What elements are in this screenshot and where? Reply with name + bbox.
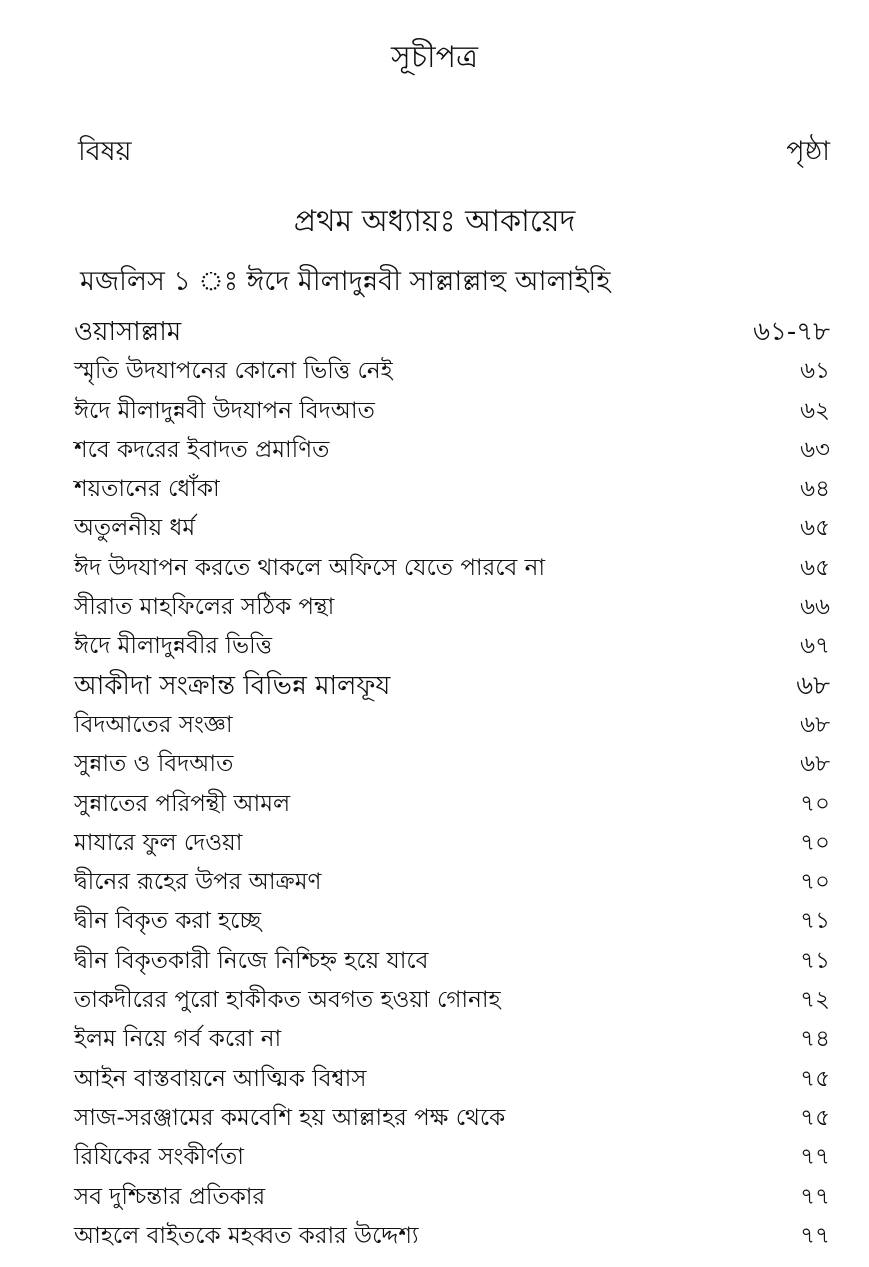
entry-text: মাযারে ফুল দেওয়া — [74, 829, 243, 856]
toc-entry — [74, 627, 830, 666]
entry-text: সাজ-সরঞ্জামের কমবেশি হয় আল্লাহর পক্ষ থেকে — [74, 1104, 506, 1131]
toc-entry — [74, 470, 830, 509]
entry-text: আহলে বাইতকে মহব্বত করার উদ্দেশ্য — [74, 1222, 419, 1249]
entry-text: সীরাত মাহফিলের সঠিক পন্থা — [74, 594, 335, 621]
toc-entry — [74, 706, 830, 745]
toc-entry — [74, 588, 830, 627]
entry-text: আইন বাস্তবায়নে আত্মিক বিশ্বাস — [74, 1065, 367, 1092]
entry-page: ৬৫ — [800, 554, 830, 581]
toc-entry — [74, 785, 830, 824]
entry-page: ৬৫ — [800, 515, 830, 542]
entry-page: ৭০ — [800, 869, 830, 896]
toc-entry — [74, 392, 830, 431]
entry-page: ৬৮ — [800, 751, 830, 778]
subject-column-header: বিষয় — [78, 136, 132, 167]
toc-section-entry — [74, 667, 830, 706]
entry-text: দ্বীনের রূহের উপর আক্রমণ — [74, 869, 322, 896]
toc-entry — [74, 942, 830, 981]
entry-page: ৭০ — [800, 790, 830, 817]
entry-text: আকীদা সংক্রান্ত বিভিন্ন মালফূয — [74, 670, 391, 701]
entry-text: অতুলনীয় ধর্ম — [74, 515, 196, 542]
entry-text: বিদআতের সংজ্ঞা — [74, 711, 233, 738]
entry-text: রিযিকের সংকীর্ণতা — [74, 1144, 244, 1171]
entry-page: ৭৪ — [800, 1026, 830, 1053]
entry-page: ৭৭ — [800, 1222, 830, 1249]
toc-entry — [74, 431, 830, 470]
toc-entry — [74, 1099, 830, 1138]
entry-text: স্মৃতি উদযাপনের কোনো ভিত্তি নেই — [74, 358, 393, 385]
entry-page: ৭২ — [800, 987, 830, 1014]
toc-entry — [74, 352, 830, 391]
toc-entry — [74, 1060, 830, 1099]
entry-text: ওয়াসাল্লাম — [74, 317, 182, 347]
entry-text: সব দুশ্চিন্তার প্রতিকার — [74, 1183, 266, 1210]
toc-entry — [74, 863, 830, 902]
toc-entry — [74, 824, 830, 863]
entry-text: সুন্নাত ও বিদআত — [74, 751, 234, 778]
entry-text: ইলম নিয়ে গর্ব করো না — [74, 1026, 282, 1053]
entry-page: ৭১ — [800, 908, 830, 935]
toc-entry — [74, 981, 830, 1020]
entry-page: ৭৭ — [800, 1183, 830, 1210]
entry-text: সুন্নাতের পরিপন্থী আমল — [74, 790, 291, 817]
entry-page: ৭১ — [800, 947, 830, 974]
entry-page: ৭৫ — [800, 1104, 830, 1131]
entry-text: ঈদে মীলাদুন্নবী উদযাপন বিদআত — [74, 397, 375, 424]
entry-text: শবে কদরের ইবাদত প্রমাণিত — [74, 436, 330, 463]
entry-text: ঈদে মীলাদুন্নবীর ভিত্তি — [74, 633, 273, 660]
entry-text: দ্বীন বিকৃত করা হচ্ছে — [74, 908, 262, 935]
toc-entry — [74, 549, 830, 588]
toc-entry — [74, 902, 830, 941]
toc-entry — [74, 313, 830, 352]
chapter-title: প্রথম অধ্যায়ঃ আকায়েদ — [293, 204, 576, 239]
toc-entry — [74, 1178, 830, 1217]
toc-entry — [74, 1138, 830, 1177]
entry-page: ৬৮ — [796, 670, 830, 701]
entry-text: শয়তানের ধোঁকা — [74, 476, 220, 503]
entry-page: ৬১-৭৮ — [753, 317, 830, 347]
entry-page: ৭৭ — [800, 1144, 830, 1171]
majlis-heading: মজলিস ১ ঃ ঈদে মীলাদুন্নবী সাল্লাল্লাহু আলাইহি — [80, 266, 611, 297]
entry-page: ৭০ — [800, 829, 830, 856]
entry-page: ৬৬ — [800, 594, 830, 621]
entry-page: ৬২ — [800, 397, 830, 424]
toc-entry — [74, 1217, 830, 1256]
entry-page: ৬৩ — [800, 436, 830, 463]
toc-entries — [74, 313, 830, 1256]
entry-text: ঈদ উদযাপন করতে থাকলে অফিসে যেতে পারবে না — [74, 554, 546, 581]
entry-text: দ্বীন বিকৃতকারী নিজে নিশ্চিহ্ন হয়ে যাবে — [74, 947, 429, 974]
column-header-row — [78, 132, 830, 172]
toc-entry — [74, 745, 830, 784]
entry-text: তাকদীরের পুরো হাকীকত অবগত হওয়া গোনাহ — [74, 987, 501, 1014]
page-title: সূচীপত্র — [391, 40, 478, 75]
page-column-header: পৃষ্ঠা — [786, 136, 830, 167]
entry-page: ৬৭ — [800, 633, 830, 660]
toc-entry — [74, 1020, 830, 1059]
toc-entry — [74, 509, 830, 548]
entry-page: ৬৮ — [800, 711, 830, 738]
entry-page: ৬১ — [800, 358, 830, 385]
entry-page: ৭৫ — [800, 1065, 830, 1092]
entry-page: ৬৪ — [800, 476, 830, 503]
